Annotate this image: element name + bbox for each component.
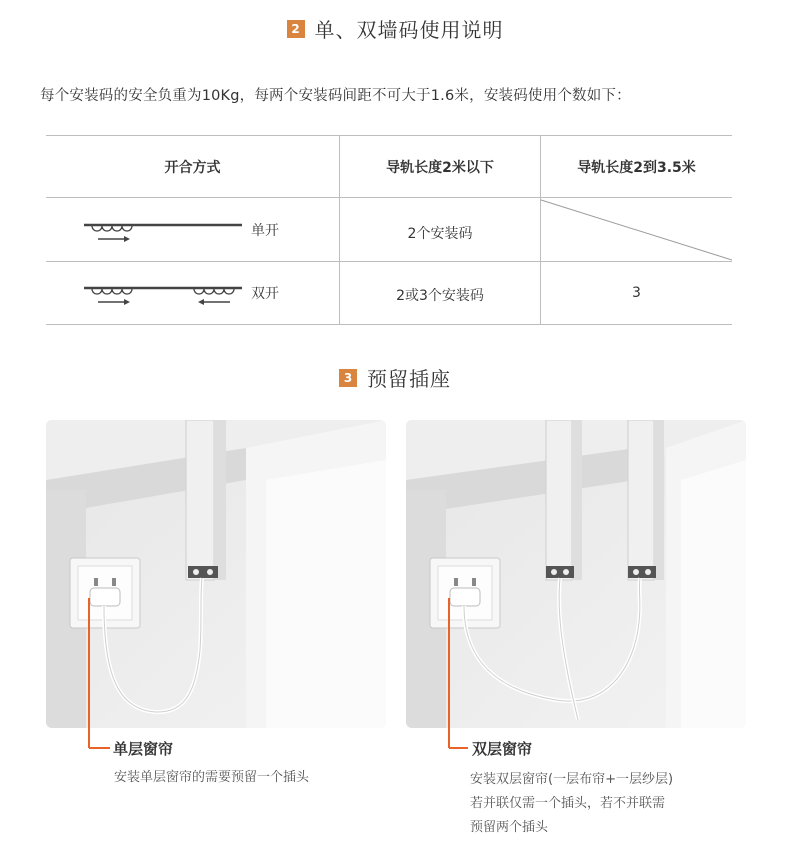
double-layer-photo: [406, 420, 746, 728]
table-header-long: 导轨长度2到3.5米: [577, 160, 696, 176]
section-number-badge: 3: [339, 369, 357, 387]
table-rule: [46, 324, 732, 325]
section-title: 单、双墙码使用说明: [314, 18, 504, 42]
description-line: 安装双层窗帘(一层布帘+一层纱层): [470, 772, 674, 787]
section-title: 预留插座: [367, 367, 451, 391]
not-applicable-slash: [541, 198, 732, 261]
description-line: 若并联仅需一个插头，若不并联需: [470, 796, 666, 811]
section-3-heading: [0, 363, 790, 392]
short-track-count: 2或3个安装码: [396, 288, 484, 304]
section-2-heading: [0, 14, 790, 43]
single-layer-description: [114, 766, 309, 790]
double-layer-description: [470, 768, 673, 840]
single-open-track-icon: [84, 219, 244, 247]
description-line: 预留两个插头: [470, 820, 549, 835]
table-header-short: 导轨长度2米以下: [386, 160, 494, 176]
description-line: 安装单层窗帘的需要预留一个插头: [114, 770, 310, 785]
table-rule: [46, 261, 732, 262]
single-layer-title: 单层窗帘: [113, 740, 174, 758]
intro-text: 每个安装码的安全负重为10Kg，每两个安装码间距不可大于1.6米，安装码使用个数如下：: [40, 88, 631, 104]
table-header-mode: 开合方式: [164, 160, 221, 176]
double-layer-title: 双层窗帘: [472, 740, 533, 758]
mode-label: 双开: [251, 286, 279, 302]
single-layer-photo: [46, 420, 386, 728]
double-open-track-icon: [84, 282, 244, 310]
long-track-count: 3: [632, 285, 641, 301]
mode-label: 单开: [251, 223, 279, 239]
table-rule: [46, 135, 732, 136]
short-track-count: 2个安装码: [407, 226, 473, 242]
section-number-badge: 2: [287, 20, 305, 38]
